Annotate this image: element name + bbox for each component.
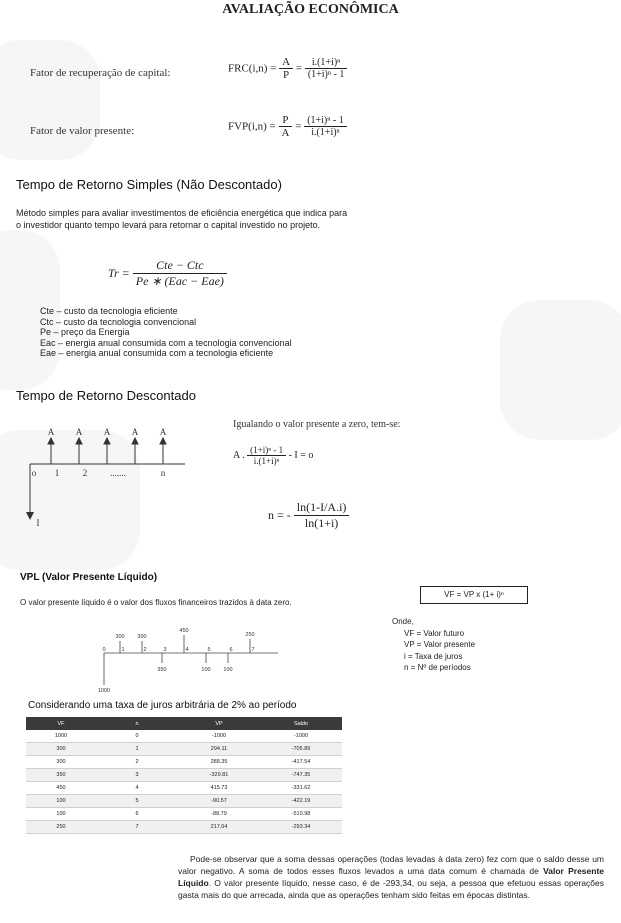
table-header: VP (178, 717, 260, 730)
table-row (26, 795, 342, 808)
table-cell: 0 (96, 730, 178, 743)
arrow-label: A (47, 427, 55, 437)
period-label: 3 (163, 647, 167, 653)
period-label: 2 (143, 647, 147, 653)
period-label: 6 (229, 647, 233, 653)
table-cell: 450 (26, 782, 96, 795)
frc-num2: i.(1+i)ⁿ (305, 57, 348, 69)
simple-text-line2: o investidor quanto tempo levará para retornar o capital investido no projeto. (16, 220, 321, 230)
definition-item: Pe – preço da Energia (40, 327, 130, 337)
table-cell: -705.89 (260, 743, 342, 756)
fv-formula-box: VF = VP x (1+ i)ⁿ (420, 586, 528, 604)
table-row (26, 730, 342, 743)
table-row (26, 743, 342, 756)
eq2-num: ln(1-I/A.i) (294, 500, 350, 516)
table-cell: 3 (96, 769, 178, 782)
definition-item: Eae – energia anual consumida com a tecnologia eficiente (40, 348, 274, 358)
simple-text (16, 207, 347, 231)
table-cell: -329.81 (178, 769, 260, 782)
table-cell: 217.64 (178, 821, 260, 834)
table-cell: -422.19 (260, 795, 342, 808)
eq2-lhs: n = - (268, 508, 291, 522)
eq2-den: ln(1+i) (304, 516, 339, 530)
arrow-label: A (75, 427, 83, 437)
fvp-lhs: FVP(i,n) = (228, 120, 276, 133)
period-label: 0 (102, 647, 106, 653)
table-row (26, 808, 342, 821)
table-cell: 1000 (26, 730, 96, 743)
table-cell: 100 (26, 808, 96, 821)
vpl-cash-flow-diagram (90, 625, 290, 695)
table-cell: -331.62 (260, 782, 342, 795)
investment-label: I (36, 518, 40, 528)
table-cell: 250 (26, 821, 96, 834)
outflow-label: 100 (201, 667, 211, 673)
arrow-label: A (103, 427, 111, 437)
period-label: 7 (251, 647, 255, 653)
fvp-formula: FVP(i,n) = $\frac{P}{A}$ = $\frac{\text{(1+i)ⁿ - 1}}{\text{i.(1+i)ⁿ}}$ (228, 114, 347, 139)
table-cell: -88.79 (178, 808, 260, 821)
simple-heading: Tempo de Retorno Simples (Não Descontado) (16, 177, 282, 192)
axis-label: ....... (110, 468, 126, 478)
frc-formula: FRC(i,n) = $\frac{A}{P}$ = $\frac{\text{i.(1+i)ⁿ}}{\text{(1+i)ⁿ - 1}}$ (228, 56, 347, 81)
table-header: VF (26, 717, 96, 730)
fvp-num1: P (279, 114, 293, 127)
table-cell: 5 (96, 795, 178, 808)
watermark-shape (500, 300, 621, 440)
table-header: n (96, 717, 178, 730)
table-cell: 300 (26, 756, 96, 769)
vpl-definitions (392, 616, 475, 674)
table-cell: 300 (26, 743, 96, 756)
frc-den1: P (283, 69, 290, 81)
axis-label: 2 (82, 468, 88, 478)
axis-label: 1 (54, 468, 60, 478)
simple-formula-lhs: Tr = (108, 266, 130, 280)
definition-item: VF = Valor futuro (404, 628, 465, 638)
definition-item: Ctc – custo da tecnologia convencional (40, 316, 197, 327)
vpl-text: O valor presente líquido é o valor dos fluxos financeiros trazidos à data zero. (20, 598, 292, 607)
inflow-label: 300 (137, 634, 147, 640)
vpl-heading: VPL (Valor Presente Líquido) (20, 572, 158, 583)
outflow-label: 350 (157, 667, 167, 673)
definition-item: n = Nº de períodos (404, 663, 471, 672)
conclusion-text: . O valor presente líquido, nesse caso, é de -293,34, ou seja, a pessoa que efetuou essas operações gasta mais do que arrecada, ainda que as operações tenham sido feitas em épocas distintas. (178, 878, 604, 900)
table-cell: -417.54 (260, 756, 342, 769)
table-cell: 1 (96, 743, 178, 756)
onde-label: Onde, (392, 617, 414, 626)
table-cell: -510.98 (260, 808, 342, 821)
eq1-num: (1+i)ⁿ - 1 (247, 445, 286, 456)
table-cell: -90.57 (178, 795, 260, 808)
table-cell: 6 (96, 808, 178, 821)
considering-text: Considerando uma taxa de juros arbitrária de 2% ao período (28, 700, 297, 711)
table-cell: 100 (26, 795, 96, 808)
fvp-label: Fator de valor presente: (30, 125, 135, 137)
table-cell: 2 (96, 756, 178, 769)
table-header: Saldo (260, 717, 342, 730)
table-cell: 4 (96, 782, 178, 795)
discounted-heading: Tempo de Retorno Descontado (16, 388, 196, 403)
inflow-label: 300 (115, 634, 125, 640)
table-cell: 294.11 (178, 743, 260, 756)
arrow-label: A (131, 427, 139, 437)
outflow-label: 100 (223, 667, 233, 673)
definition-item: Cte – custo da tecnologia eficiente (40, 306, 178, 316)
fvp-den1: A (281, 127, 290, 139)
discounted-eq1 (233, 445, 313, 466)
frc-label: Fator de recuperação de capital: (30, 67, 171, 79)
simple-formula-den: Pe ∗ (Eac − Eae) (135, 274, 224, 288)
axis-label: o (31, 468, 37, 478)
vpl-conclusion (178, 853, 604, 901)
table-cell: -293.34 (260, 821, 342, 834)
fvp-num2: (1+i)ⁿ - 1 (304, 115, 347, 127)
watermark-shape (0, 40, 100, 160)
discounted-intro: Igualando o valor presente a zero, tem-se: (233, 419, 401, 430)
table-row (26, 769, 342, 782)
definition-item: VP = Valor presente (404, 640, 476, 649)
table-cell: -1000 (260, 730, 342, 743)
table-row (26, 782, 342, 795)
eq1-prefix: A . (233, 450, 245, 461)
vpl-table (26, 717, 342, 834)
initial-investment-label: 1000 (97, 688, 111, 694)
period-label: 4 (185, 647, 189, 653)
vpl-table-wrap (26, 717, 342, 834)
table-cell: 415.73 (178, 782, 260, 795)
page-title: AVALIAÇÃO ECONÔMICA (222, 2, 399, 17)
period-label: 5 (207, 647, 211, 653)
frc-num1: A (279, 56, 293, 69)
table-cell: 288.35 (178, 756, 260, 769)
table-cell: -1000 (178, 730, 260, 743)
cash-flow-diagram (20, 420, 190, 530)
simple-formula (108, 258, 227, 289)
inflow-label: 250 (245, 632, 255, 638)
table-cell: -747.35 (260, 769, 342, 782)
conclusion-text: Pode-se observar que a soma dessas operações (todas levadas à data zero) fez com que o saldo desse um valor negativo. A soma de todos esses fluxos levados a uma data comum é chamada de (178, 854, 604, 876)
simple-text-line1: Método simples para avaliar investimentos de eficiência energética que indica para (16, 208, 348, 218)
inflow-label: 450 (179, 628, 189, 634)
definition-item: i = Taxa de juros (404, 651, 463, 661)
table-cell: 350 (26, 769, 96, 782)
fvp-den2: i.(1+i)ⁿ (311, 127, 340, 138)
frc-lhs: FRC(i,n) = (228, 62, 277, 75)
eq1-suffix: - I = o (288, 450, 314, 461)
frc-den2: (1+i)ⁿ - 1 (307, 69, 345, 80)
period-label: 1 (121, 647, 125, 653)
arrow-label: A (159, 427, 167, 437)
discounted-eq2 (268, 500, 349, 531)
definition-item: Eac – energia anual consumida com a tecnologia convencional (40, 337, 292, 348)
simple-formula-num: Cte − Ctc (133, 258, 227, 274)
simple-definitions (40, 306, 292, 359)
axis-label: n (160, 468, 166, 478)
table-row (26, 821, 342, 834)
table-cell: 7 (96, 821, 178, 834)
table-row (26, 756, 342, 769)
eq1-den: i.(1+i)ⁿ (253, 456, 280, 466)
conclusion-bold-term: Valor Presente Líquido (178, 866, 605, 888)
